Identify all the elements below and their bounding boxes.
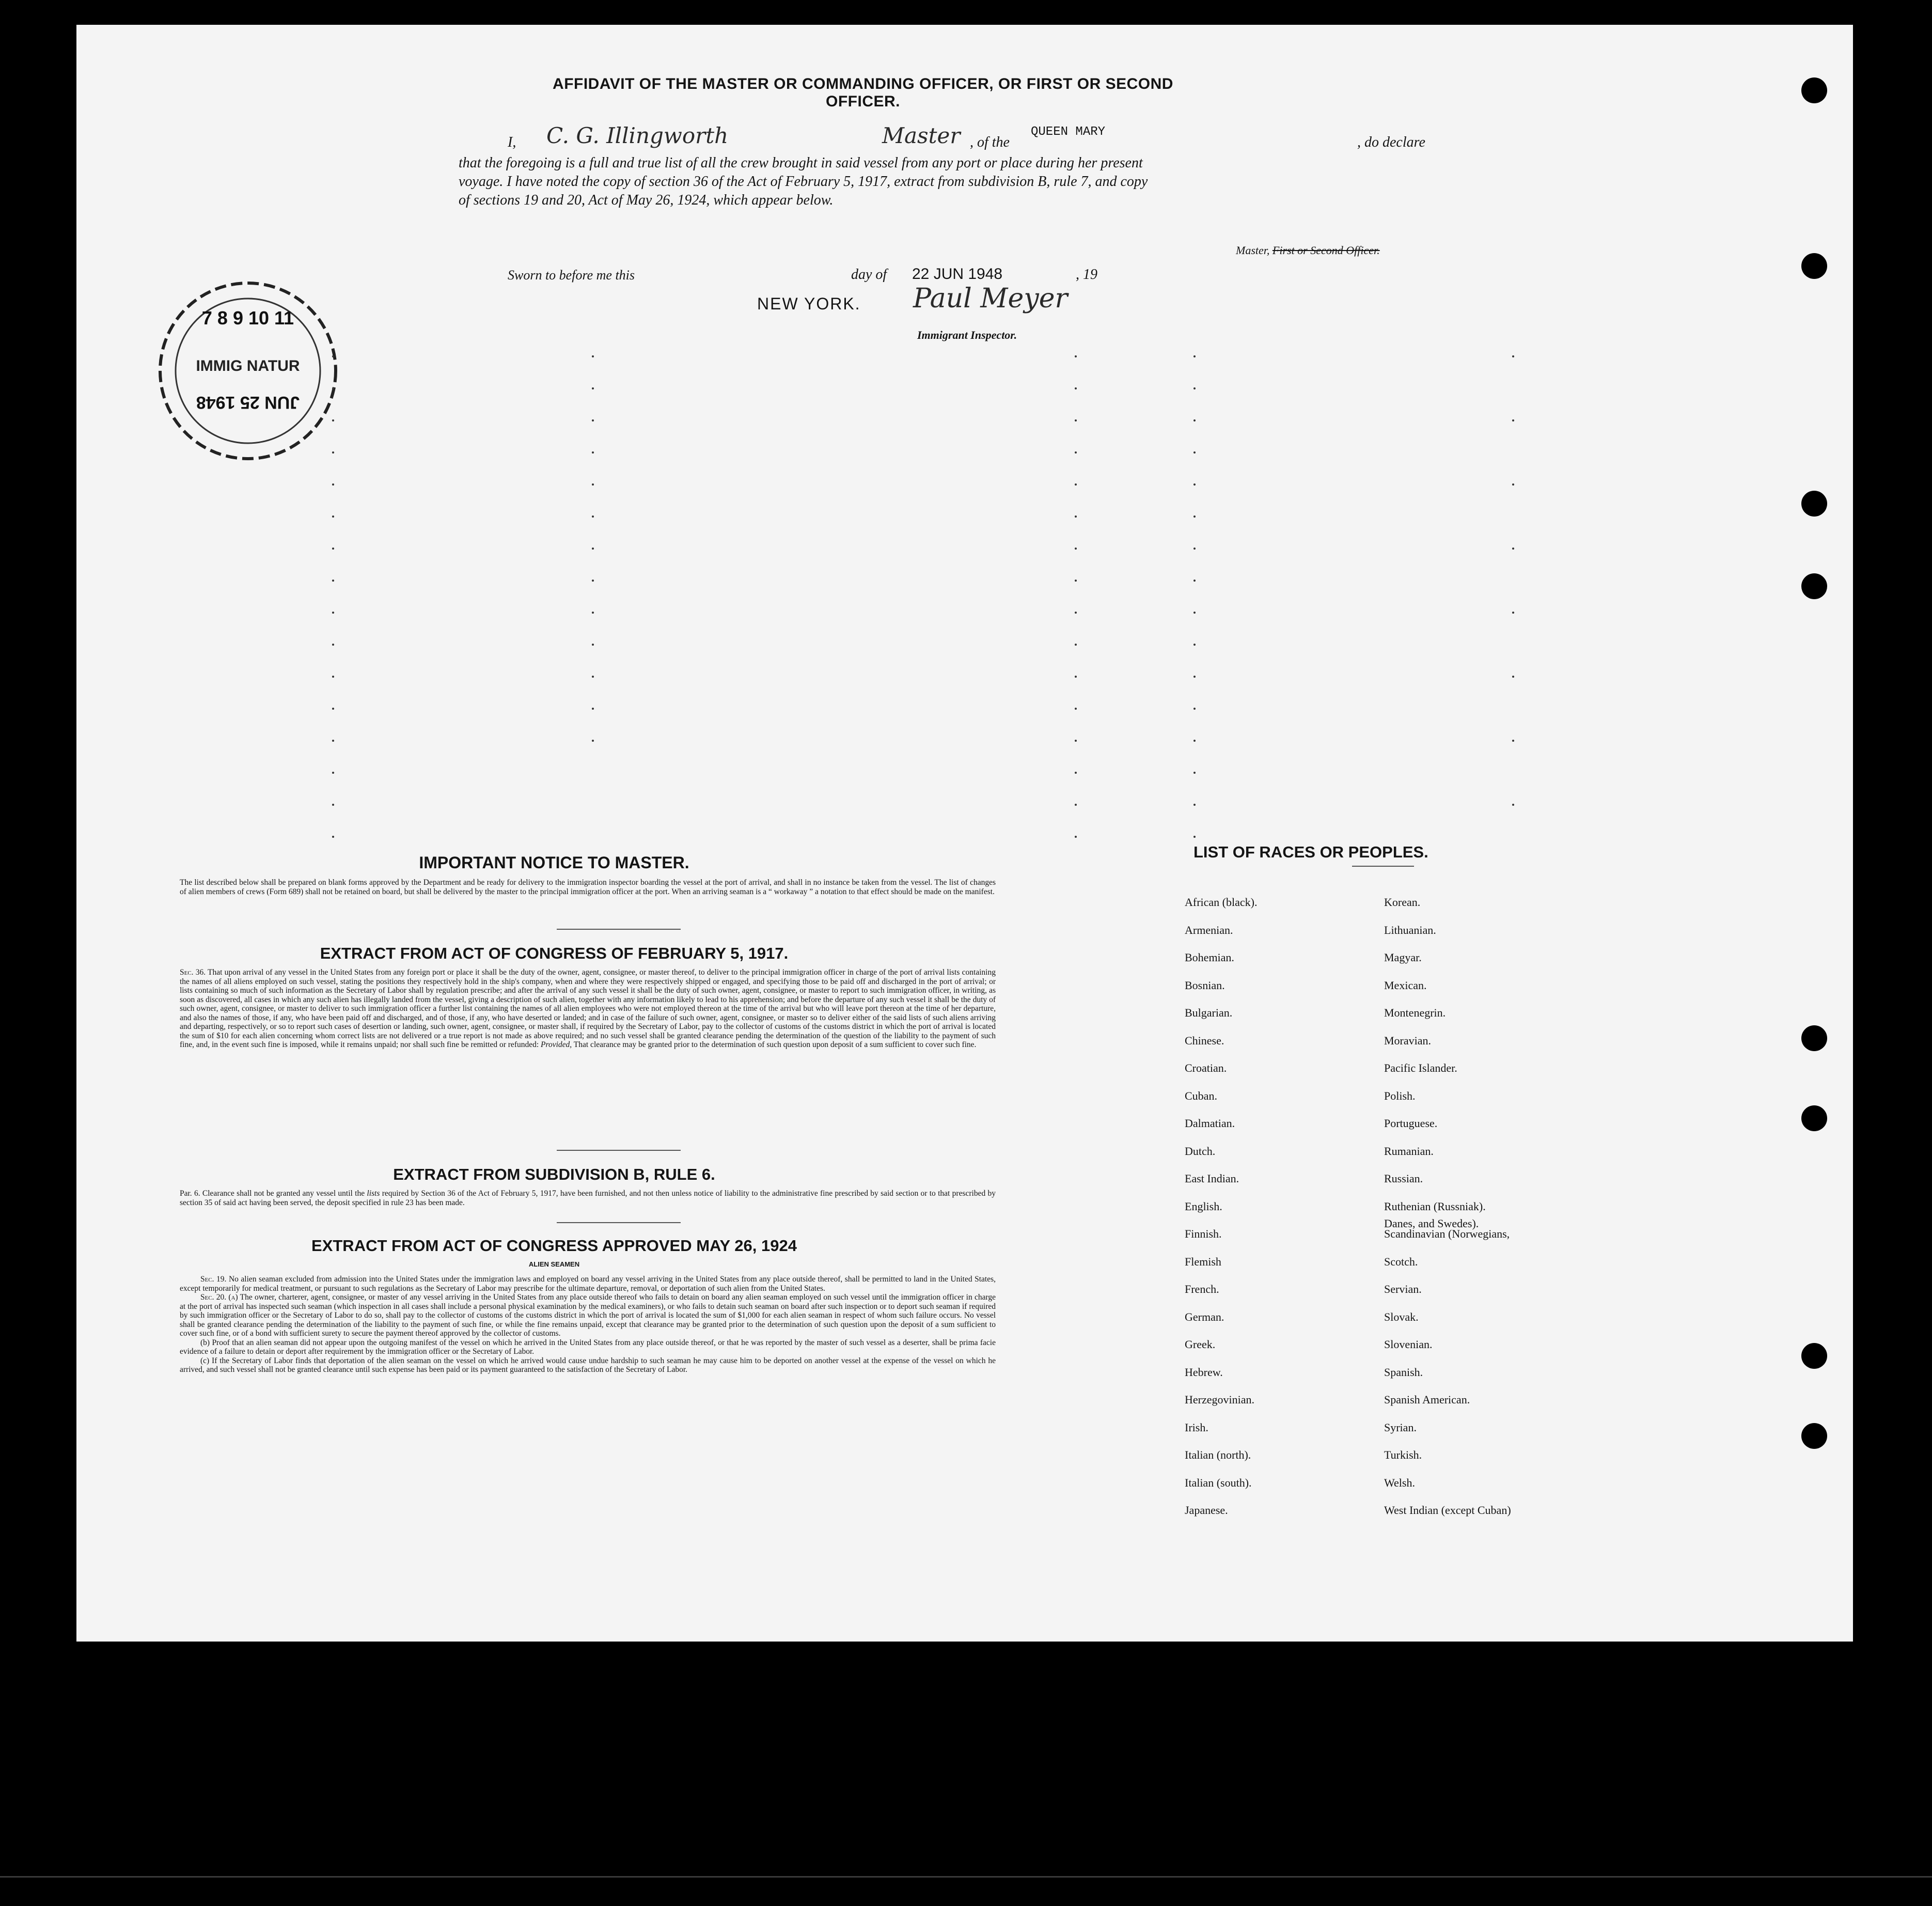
year-prefix: , 19 xyxy=(1076,267,1097,283)
dot-marker xyxy=(1512,804,1514,806)
place-stamp: NEW YORK. xyxy=(757,294,861,313)
stamp-digits: 7 8 9 10 11 xyxy=(201,307,294,329)
affidavit-body-line-2: voyage. I have noted the copy of section 36 of the Act of February 5, 1917, extract from subdivision B, rule 7, and copy xyxy=(459,174,1148,190)
dot-marker xyxy=(592,740,594,742)
inspector-signature: Paul Meyer xyxy=(913,283,1068,314)
race-item: Ruthenian (Russniak). xyxy=(1384,1199,1486,1213)
race-item: French. xyxy=(1185,1283,1219,1295)
race-item: Scandinavian (Norwegians, xyxy=(1384,1227,1510,1240)
dot-marker xyxy=(1075,708,1077,710)
race-item: German. xyxy=(1185,1310,1224,1323)
dot-marker xyxy=(1193,836,1196,838)
race-col2-continuation: Danes, and Swedes). xyxy=(1384,1217,1479,1230)
dot-marker xyxy=(332,387,334,389)
race-item: Cuban. xyxy=(1185,1089,1217,1102)
dot-marker xyxy=(332,644,334,646)
race-item: Chinese. xyxy=(1185,1034,1224,1047)
race-item: Flemish xyxy=(1185,1255,1221,1268)
dot-marker xyxy=(592,548,594,550)
race-item: Portuguese. xyxy=(1384,1117,1438,1130)
dot-marker xyxy=(1193,387,1196,389)
race-item: Welsh. xyxy=(1384,1476,1415,1489)
dot-marker xyxy=(1075,612,1077,614)
race-item: West Indian (except Cuban) xyxy=(1384,1504,1511,1517)
dot-marker xyxy=(1193,708,1196,710)
date-stamp: 22 JUN 1948 xyxy=(912,265,1003,283)
race-item: Slovak. xyxy=(1384,1310,1419,1323)
dot-marker xyxy=(332,515,334,518)
race-item: Lithuanian. xyxy=(1384,923,1436,936)
dot-marker xyxy=(1075,772,1077,774)
dot-marker xyxy=(332,836,334,838)
dot-marker xyxy=(592,451,594,454)
dot-marker xyxy=(1193,580,1196,582)
dot-marker xyxy=(1075,804,1077,806)
dot-marker xyxy=(592,355,594,357)
dot-marker xyxy=(1075,740,1077,742)
proviso-word: Provided, xyxy=(541,1040,572,1049)
divider-rule xyxy=(1352,866,1414,867)
dot-marker xyxy=(1512,612,1514,614)
dot-marker xyxy=(592,580,594,582)
immigration-stamp xyxy=(155,278,341,464)
race-item: Polish. xyxy=(1384,1089,1416,1102)
stamp-date: JUN 25 1948 xyxy=(196,393,300,412)
dot-marker xyxy=(332,451,334,454)
notice-title: IMPORTANT NOTICE TO MASTER. xyxy=(419,853,689,872)
dot-marker xyxy=(1075,676,1077,678)
dot-marker xyxy=(332,355,334,357)
dot-marker xyxy=(1075,515,1077,518)
race-item: Korean. xyxy=(1384,896,1421,909)
sec20a-text: The owner, charterer, agent, consignee, or master of any vessel arriving in the United States from any place outside thereof who fails to detain on board any alien seaman employed on such vessel until the immigration officer in charge at the port of arrival has inspected such seaman (which inspection in all cases shall include a personal physical examination by the medical examiners), or who fails to detain such seaman on board after such inspection or to deport such seaman if required by such immigration officer or the Secretary of Labor to do so, shall pay to the collector of customs of the customs district in which the port of arrival is located the sum of $1,000 for each alien seaman in respect of whom such failure occurs. No vessel shall be granted clearance pending the determination of the liability to the payment of such fine, or while the fine remains unpaid, except that clearance may be granted prior to the determination of such question upon the deposit of a sum sufficient to cover such fine, or of a bond with sufficient surety to secure the payment thereof approved by the collector of customs. xyxy=(180,1293,996,1338)
extract-1917-text xyxy=(180,968,996,1050)
binder-hole xyxy=(1801,253,1827,279)
dot-marker xyxy=(1193,483,1196,486)
binder-hole xyxy=(1801,1025,1827,1051)
race-item: Syrian. xyxy=(1384,1420,1417,1434)
sworn-text: Sworn to before me this xyxy=(508,268,635,283)
binder-hole xyxy=(1801,1423,1827,1449)
dot-marker xyxy=(592,419,594,421)
sec36-label: Sec. 36. xyxy=(180,968,206,977)
dot-marker xyxy=(332,708,334,710)
race-item: Italian (south). xyxy=(1185,1476,1252,1489)
of-the-label: , of the xyxy=(970,134,1010,150)
scan-edge-line xyxy=(0,1876,1932,1878)
dot-marker xyxy=(332,612,334,614)
extract-1917-title: EXTRACT FROM ACT OF CONGRESS OF FEBRUARY 5, 1917. xyxy=(320,944,789,962)
sec20b-label: (b) xyxy=(200,1338,210,1347)
dot-marker xyxy=(1075,355,1077,357)
dot-marker xyxy=(1193,419,1196,421)
sec20c-label: (c) xyxy=(200,1356,210,1365)
race-item: Irish. xyxy=(1185,1420,1208,1434)
races-title: LIST OF RACES OR PEOPLES. xyxy=(1193,843,1428,861)
document-sheet xyxy=(76,25,1853,1642)
stamp-center-text: IMMIG NATUR xyxy=(196,357,300,374)
race-item: Spanish American. xyxy=(1384,1393,1470,1406)
subdivision-title: EXTRACT FROM SUBDIVISION B, RULE 6. xyxy=(393,1165,715,1183)
race-item: Japanese. xyxy=(1185,1504,1228,1517)
sec20b-text: Proof that an alien seaman did not appear upon the outgoing manifest of the vessel on which he arrived in the United States from any place outside thereof, or that he was reported by the master of such vessel as a deserter, shall be prima facie evidence of a failure to detain or deport after requirement by the immigration officer or the Secretary of Labor. xyxy=(180,1338,996,1356)
affidavit-body-line-1: that the foregoing is a full and true list of all the crew brought in said vessel from any port or place during her present xyxy=(459,155,1143,171)
race-item: Herzegovinian. xyxy=(1185,1393,1254,1406)
dot-marker xyxy=(1512,676,1514,678)
dot-marker xyxy=(1193,451,1196,454)
divider-rule xyxy=(557,1150,681,1151)
race-item: Moravian. xyxy=(1384,1034,1432,1047)
sec19-label: Sec. 19. xyxy=(200,1275,227,1284)
do-declare-label: , do declare xyxy=(1357,134,1425,150)
signer-rank-handwritten: Master xyxy=(882,123,961,148)
race-item: Russian. xyxy=(1384,1172,1423,1185)
race-item: Turkish. xyxy=(1384,1448,1422,1461)
dot-marker xyxy=(1075,836,1077,838)
struck-officer-label: First or Second Officer. xyxy=(1272,244,1380,257)
divider-rule xyxy=(557,1222,681,1223)
day-of-label: day of xyxy=(851,267,887,283)
race-item: Greek. xyxy=(1185,1338,1216,1351)
binder-hole xyxy=(1801,1343,1827,1369)
dot-marker xyxy=(332,740,334,742)
dot-marker xyxy=(1075,419,1077,421)
dot-marker xyxy=(332,772,334,774)
affidavit-title: AFFIDAVIT OF THE MASTER OR COMMANDING OFFICER, OR FIRST OR SECOND OFFICER. xyxy=(553,75,1173,110)
extract-1924-text xyxy=(180,1275,996,1374)
dot-marker xyxy=(1193,355,1196,357)
subdivision-text-a: Par. 6. Clearance shall not be granted any vessel until the xyxy=(180,1189,365,1198)
lists-word: lists xyxy=(367,1189,380,1198)
binder-hole xyxy=(1801,1105,1827,1131)
dot-marker xyxy=(1075,580,1077,582)
race-item: English. xyxy=(1185,1199,1222,1213)
affidavit-body-line-3: of sections 19 and 20, Act of May 26, 1924, which appear below. xyxy=(459,192,834,208)
race-item: Armenian. xyxy=(1185,923,1233,936)
race-item: Mexican. xyxy=(1384,978,1427,992)
race-item: Dalmatian. xyxy=(1185,1117,1235,1130)
dot-marker xyxy=(332,580,334,582)
dot-marker xyxy=(332,483,334,486)
race-item: Scotch. xyxy=(1384,1255,1418,1268)
divider-rule xyxy=(557,929,681,930)
dot-marker xyxy=(1075,644,1077,646)
race-item: Bosnian. xyxy=(1185,978,1225,992)
race-item: Bulgarian. xyxy=(1185,1006,1233,1019)
dot-marker xyxy=(332,548,334,550)
race-item: Finnish. xyxy=(1185,1227,1222,1240)
race-item: Pacific Islander. xyxy=(1384,1061,1457,1074)
dot-marker xyxy=(592,483,594,486)
signer-name-handwritten: C. G. Illingworth xyxy=(546,123,729,148)
race-item: Montenegrin. xyxy=(1384,1006,1446,1019)
race-item: Servian. xyxy=(1384,1283,1422,1295)
alien-seamen-subtitle: ALIEN SEAMEN xyxy=(528,1260,580,1268)
race-item: Croatian. xyxy=(1185,1061,1227,1074)
sec20-label: Sec. 20. (a) xyxy=(200,1293,238,1302)
binder-hole xyxy=(1801,573,1827,599)
sec20c-text: If the Secretary of Labor finds that deportation of the alien seaman on the vessel on which he arrived would cause undue hardship to such seaman he may cause him to be deported on another vessel at the expense of the vessel on which he arrived, and such vessel shall not be granted clearance until such expense has been paid or its payment guaranteed to the satisfaction of the Secretary of Labor. xyxy=(180,1356,996,1374)
dot-marker xyxy=(332,676,334,678)
master-signature-line xyxy=(1236,244,1380,257)
affidavit-i-prefix: I, xyxy=(508,134,516,150)
binder-hole xyxy=(1801,77,1827,103)
dot-marker xyxy=(1075,451,1077,454)
sec36-text: That upon arrival of any vessel in the United States from any foreign port or place it shall be the duty of the owner, agent, consignee, or master thereof, to deliver to the principal immigration officer in charge of the port of arrival lists containing the names of all aliens employed on such vessel, stating the positions they respectively hold in the ship's company, when and where they were respectively shipped or engaged, and specifying those to be paid off and discharged in the port of arrival; or lists containing so much of such information as the Secretary of Labor shall by regulation prescribe; and after the arrival of any such vessel it shall be the duty of such owner, agent, consignee, or master to report to such immigration officer, in writing, as soon as discovered, all cases in which any such alien has illegally landed from the vessel, giving a description of such alien, together with any information likely to lead to his apprehension; and before the departure of any such vessel it shall be the duty of such owner, agent, consignee, or master to deliver to such immigration officer a further list containing the names of all alien employees who were not employed thereon at the time of the arrival but who will leave port thereon at the time of her departure, and also the names of those, if any, who have been paid off and discharged, and of those, if any, who have deserted or landed; and in case of the failure of such owner, agent, consignee, or master so to deliver either of the said lists of such aliens arriving and departing, respectively, or so to report such cases of desertion or landing, such owner, agent, consignee, or master shall, if required by the Secretary of Labor, pay to the collector of customs of the customs district in which the port of arrival is located the sum of $10 for each alien concerning whom correct lists are not delivered or a true report is not made as above required; and no such vessel shall be granted clearance pending the determination of the question of the liability to the payment of such fine, and, in the event such fine is imposed, while it remains unpaid; nor shall such fine be remitted or refunded: xyxy=(180,968,996,1049)
race-item: East Indian. xyxy=(1185,1172,1239,1185)
master-label: Master, xyxy=(1236,244,1270,257)
race-item: Rumanian. xyxy=(1384,1144,1434,1158)
dot-marker xyxy=(592,387,594,389)
dot-marker xyxy=(1512,355,1514,357)
dot-marker xyxy=(1075,483,1077,486)
race-item: Slovenian. xyxy=(1384,1338,1433,1351)
dot-marker xyxy=(592,612,594,614)
dot-marker xyxy=(592,644,594,646)
subdivision-text xyxy=(180,1189,996,1207)
dot-marker xyxy=(1075,548,1077,550)
dot-marker xyxy=(332,419,334,421)
race-item: Spanish. xyxy=(1384,1365,1423,1379)
race-item: Hebrew. xyxy=(1185,1365,1223,1379)
dot-marker xyxy=(1512,483,1514,486)
vessel-name: QUEEN MARY xyxy=(1031,125,1106,139)
dot-marker xyxy=(1193,772,1196,774)
race-item: Italian (north). xyxy=(1185,1448,1251,1461)
dot-marker xyxy=(1075,387,1077,389)
dot-marker xyxy=(1193,676,1196,678)
extract-1924-title: EXTRACT FROM ACT OF CONGRESS APPROVED MAY 26, 1924 xyxy=(311,1237,797,1255)
race-item: Dutch. xyxy=(1185,1144,1216,1158)
dot-marker xyxy=(1512,419,1514,421)
dot-marker xyxy=(1193,548,1196,550)
dot-marker xyxy=(1193,612,1196,614)
dot-marker xyxy=(1193,740,1196,742)
dot-marker xyxy=(1193,515,1196,518)
inspector-label: Immigrant Inspector. xyxy=(917,329,1017,341)
dot-marker xyxy=(1193,804,1196,806)
race-item: African (black). xyxy=(1185,896,1258,909)
notice-text: The list described below shall be prepared on blank forms approved by the Department and be ready for delivery to the immigration inspector boarding the vessel at the port of arrival, and shall in no instance be taken from the vessel. The list of changes of alien members of crews (Form 689) shall not be retained on board, but shall be delivered by the master to the principal immigration officer at the port. When an arriving seaman is a “ workaway ” a notation to that effect should be made on the manifest. xyxy=(180,878,996,896)
sec19-text: No alien seaman excluded from admission into the United States under the immigration laws and employed on board any vessel arriving in the United States from any place outside thereof, shall be permitted to land in the United States, except temporarily for medical treatment, or pursuant to such regulations as the Secretary of Labor may prescribe for the ultimate departure, removal, or deportation of such alien from the United States. xyxy=(180,1275,996,1293)
dot-marker xyxy=(592,515,594,518)
dot-marker xyxy=(1512,548,1514,550)
race-item: Magyar. xyxy=(1384,951,1422,964)
race-item: Bohemian. xyxy=(1185,951,1234,964)
proviso-text: That clearance may be granted prior to the determination of such question upon deposit of a sum sufficient to cover such fine. xyxy=(573,1040,977,1049)
binder-hole xyxy=(1801,491,1827,517)
dot-marker xyxy=(1193,644,1196,646)
dot-marker xyxy=(592,708,594,710)
dot-marker xyxy=(592,676,594,678)
subdivision-text-b: required by Section 36 of the Act of February 5, 1917, have been furnished, and not then unless notice of liability to the administrative fine prescribed by said section or to that prescribed by section 35 of said act having been served, the deposit specified in rule 23 has been made. xyxy=(180,1189,996,1207)
dot-marker xyxy=(332,804,334,806)
dot-marker xyxy=(1512,740,1514,742)
